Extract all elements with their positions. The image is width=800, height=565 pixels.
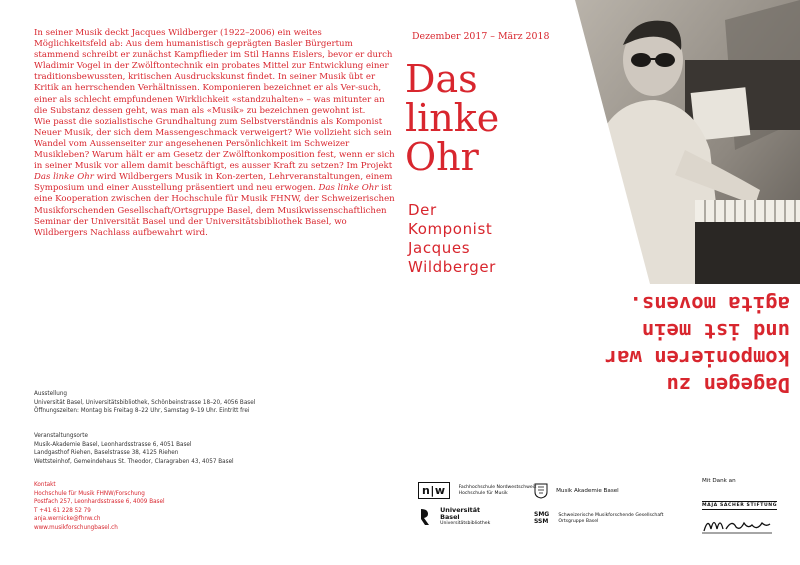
musik-akademie-logo bbox=[534, 480, 619, 499]
intro-p2-title-2: Das linke Ohr bbox=[318, 183, 379, 194]
fhnw-mark: n|w bbox=[418, 482, 450, 499]
unibas-name: Universität bbox=[440, 505, 481, 514]
cover-title bbox=[405, 57, 500, 179]
intro-text bbox=[34, 28, 396, 239]
contact-email[interactable]: anja.wernicke@fhnw.ch bbox=[34, 515, 101, 523]
ssm-abbr: SSM bbox=[534, 517, 549, 525]
contact-line: Postfach 257, Leonhardsstrasse 6, 4009 Basel bbox=[34, 498, 165, 506]
venue-line: Wettsteinhof, Gemeindehaus St. Theodor, Claragraben 43, 4057 Basel bbox=[34, 457, 234, 465]
venue-line: Landgasthof Riehen, Baselstrasse 38, 4125 Riehen bbox=[34, 449, 179, 457]
contact-phone: T +41 61 228 52 79 bbox=[34, 506, 91, 514]
exhibition-hours: Öffnungszeiten: Montag bis Freitag 8–22 Uhr, Samstag 9–19 Uhr. Eintritt frei bbox=[34, 407, 250, 415]
quote-line: komponieren war bbox=[604, 346, 790, 370]
venues-heading: Veranstaltungsorte bbox=[34, 432, 88, 439]
title-line: Ohr bbox=[405, 135, 479, 179]
signature-image bbox=[702, 513, 772, 535]
quote-line: agita movens. bbox=[629, 292, 790, 316]
fhnw-text-line: Hochschule für Musik bbox=[458, 490, 508, 496]
intro-p2-part-c: ist eine Kooperation zwischen der Hochschule für Musik FHNW, der Schweizerischen Musikforschenden Gesellschaft/Ortsgruppe Basel, dem Musikwissenschaftlichen Seminar der Universität Basel und der Universitätsbibliothek Basel, wo Wildbergers Nachlass aufbewahrt wird. bbox=[34, 183, 395, 238]
crest-icon bbox=[534, 483, 548, 499]
fhnw-logo bbox=[418, 480, 536, 499]
subtitle-line: Komponist bbox=[408, 220, 493, 238]
fhnw-text-line: Fachhochschule Nordwestschweiz bbox=[458, 485, 537, 491]
exhibition-heading: Ausstellung bbox=[34, 390, 68, 397]
smg-abbr: SMG bbox=[534, 511, 550, 519]
event-date: Dezember 2017 – März 2018 bbox=[412, 31, 550, 42]
subtitle-line: Jacques bbox=[408, 239, 471, 257]
photo-diagonal-mask bbox=[575, 0, 655, 284]
contact-heading: Kontakt bbox=[34, 481, 56, 488]
maja-sacher-logo bbox=[702, 501, 777, 510]
subtitle-line: Der bbox=[408, 201, 437, 219]
intro-p2-title-1: Das linke Ohr bbox=[34, 172, 94, 183]
rotated-quote bbox=[418, 290, 790, 398]
unibas-sub: Universitätsbibliothek bbox=[440, 520, 491, 526]
thanks-label: Mit Dank an bbox=[702, 478, 736, 484]
title-line: linke bbox=[405, 96, 500, 140]
intro-p2-part-b: wird Wildbergers Musik in Kon-zerten, Lehrveranstaltungen, einem Symposium und einer Ausstellung präsentiert und neu erwogen. bbox=[34, 172, 393, 194]
contact-website[interactable]: www.musikforschungbasel.ch bbox=[34, 523, 118, 531]
intro-paragraph-1: In seiner Musik deckt Jacques Wildberger (1922–2006) ein weites Möglichkeitsfeld ab: Aus dem humanistisch geprägten Basler Bürgertum stammend schreibt er zunächst Kampflieder im Stil Hanns Eislers, bevor er durch Wladimir Vogel in der Zwölftontechnik ein probates Mittel zur Entwicklung einer traditionsbewussten, kritischen Ausdruckskunst findet. In seiner Musik übt er Kritik an herrschenden Verhältnissen. Komponieren bezeichnet er als Ver-such, einer als schlecht empfundenen Wirklichkeit «standzuhalten» – was mitunter an die Substanz dessen geht, was man als «Musik» zu bezeichnen gewohnt ist. bbox=[34, 28, 393, 116]
intro-paragraph-2 bbox=[34, 117, 396, 239]
smg-logo bbox=[534, 508, 663, 527]
unibas-city: Basel bbox=[440, 512, 460, 521]
subtitle-line: Wildberger bbox=[408, 258, 496, 276]
universitaet-basel-logo bbox=[418, 506, 490, 526]
exhibition-address: Universität Basel, Universitätsbibliothek, Schönbeinstrasse 18–20, 4056 Basel bbox=[34, 398, 256, 406]
intro-p2-part-a: Wie passt die sozialistische Grundhaltung zum Selbstverständnis als Komponist Neuer Musik, der sich dem Massengeschmack verweigert? Wie vollzieht sich sein Wandel vom Aussenseiter zur angesehenen Persönlichkeit im Schweizer Musikleben? Warum hält er am Gesetz der Zwölftonkomposition fest, wenn er sich in seiner Musik vor allem damit beschäftigt, es ausser Kraft zu setzen? Im Projekt bbox=[34, 116, 395, 172]
title-line: Das bbox=[405, 57, 478, 101]
venue-line: Musik-Akademie Basel, Leonhardsstrasse 6, 4051 Basel bbox=[34, 440, 192, 448]
cover-subtitle bbox=[408, 201, 496, 277]
quote-line: Dagegen zu bbox=[666, 373, 790, 397]
contact-info bbox=[34, 481, 354, 533]
maja-sacher-name: MAJA SACHER STIFTUNG bbox=[702, 503, 778, 508]
contact-line: Hochschule für Musik FHNW/Forschung bbox=[34, 489, 145, 497]
venues-info bbox=[34, 432, 354, 466]
smg-text-line: Schweizerische Musikforschende Gesellschaft bbox=[558, 513, 664, 519]
quote-line: und ist mein bbox=[641, 319, 790, 343]
unibas-mark-icon bbox=[418, 508, 432, 526]
exhibition-info bbox=[34, 390, 354, 416]
musik-akademie-name: Musik Akademie Basel bbox=[556, 487, 619, 494]
smg-text-line: Ortsgruppe Basel bbox=[558, 518, 599, 524]
